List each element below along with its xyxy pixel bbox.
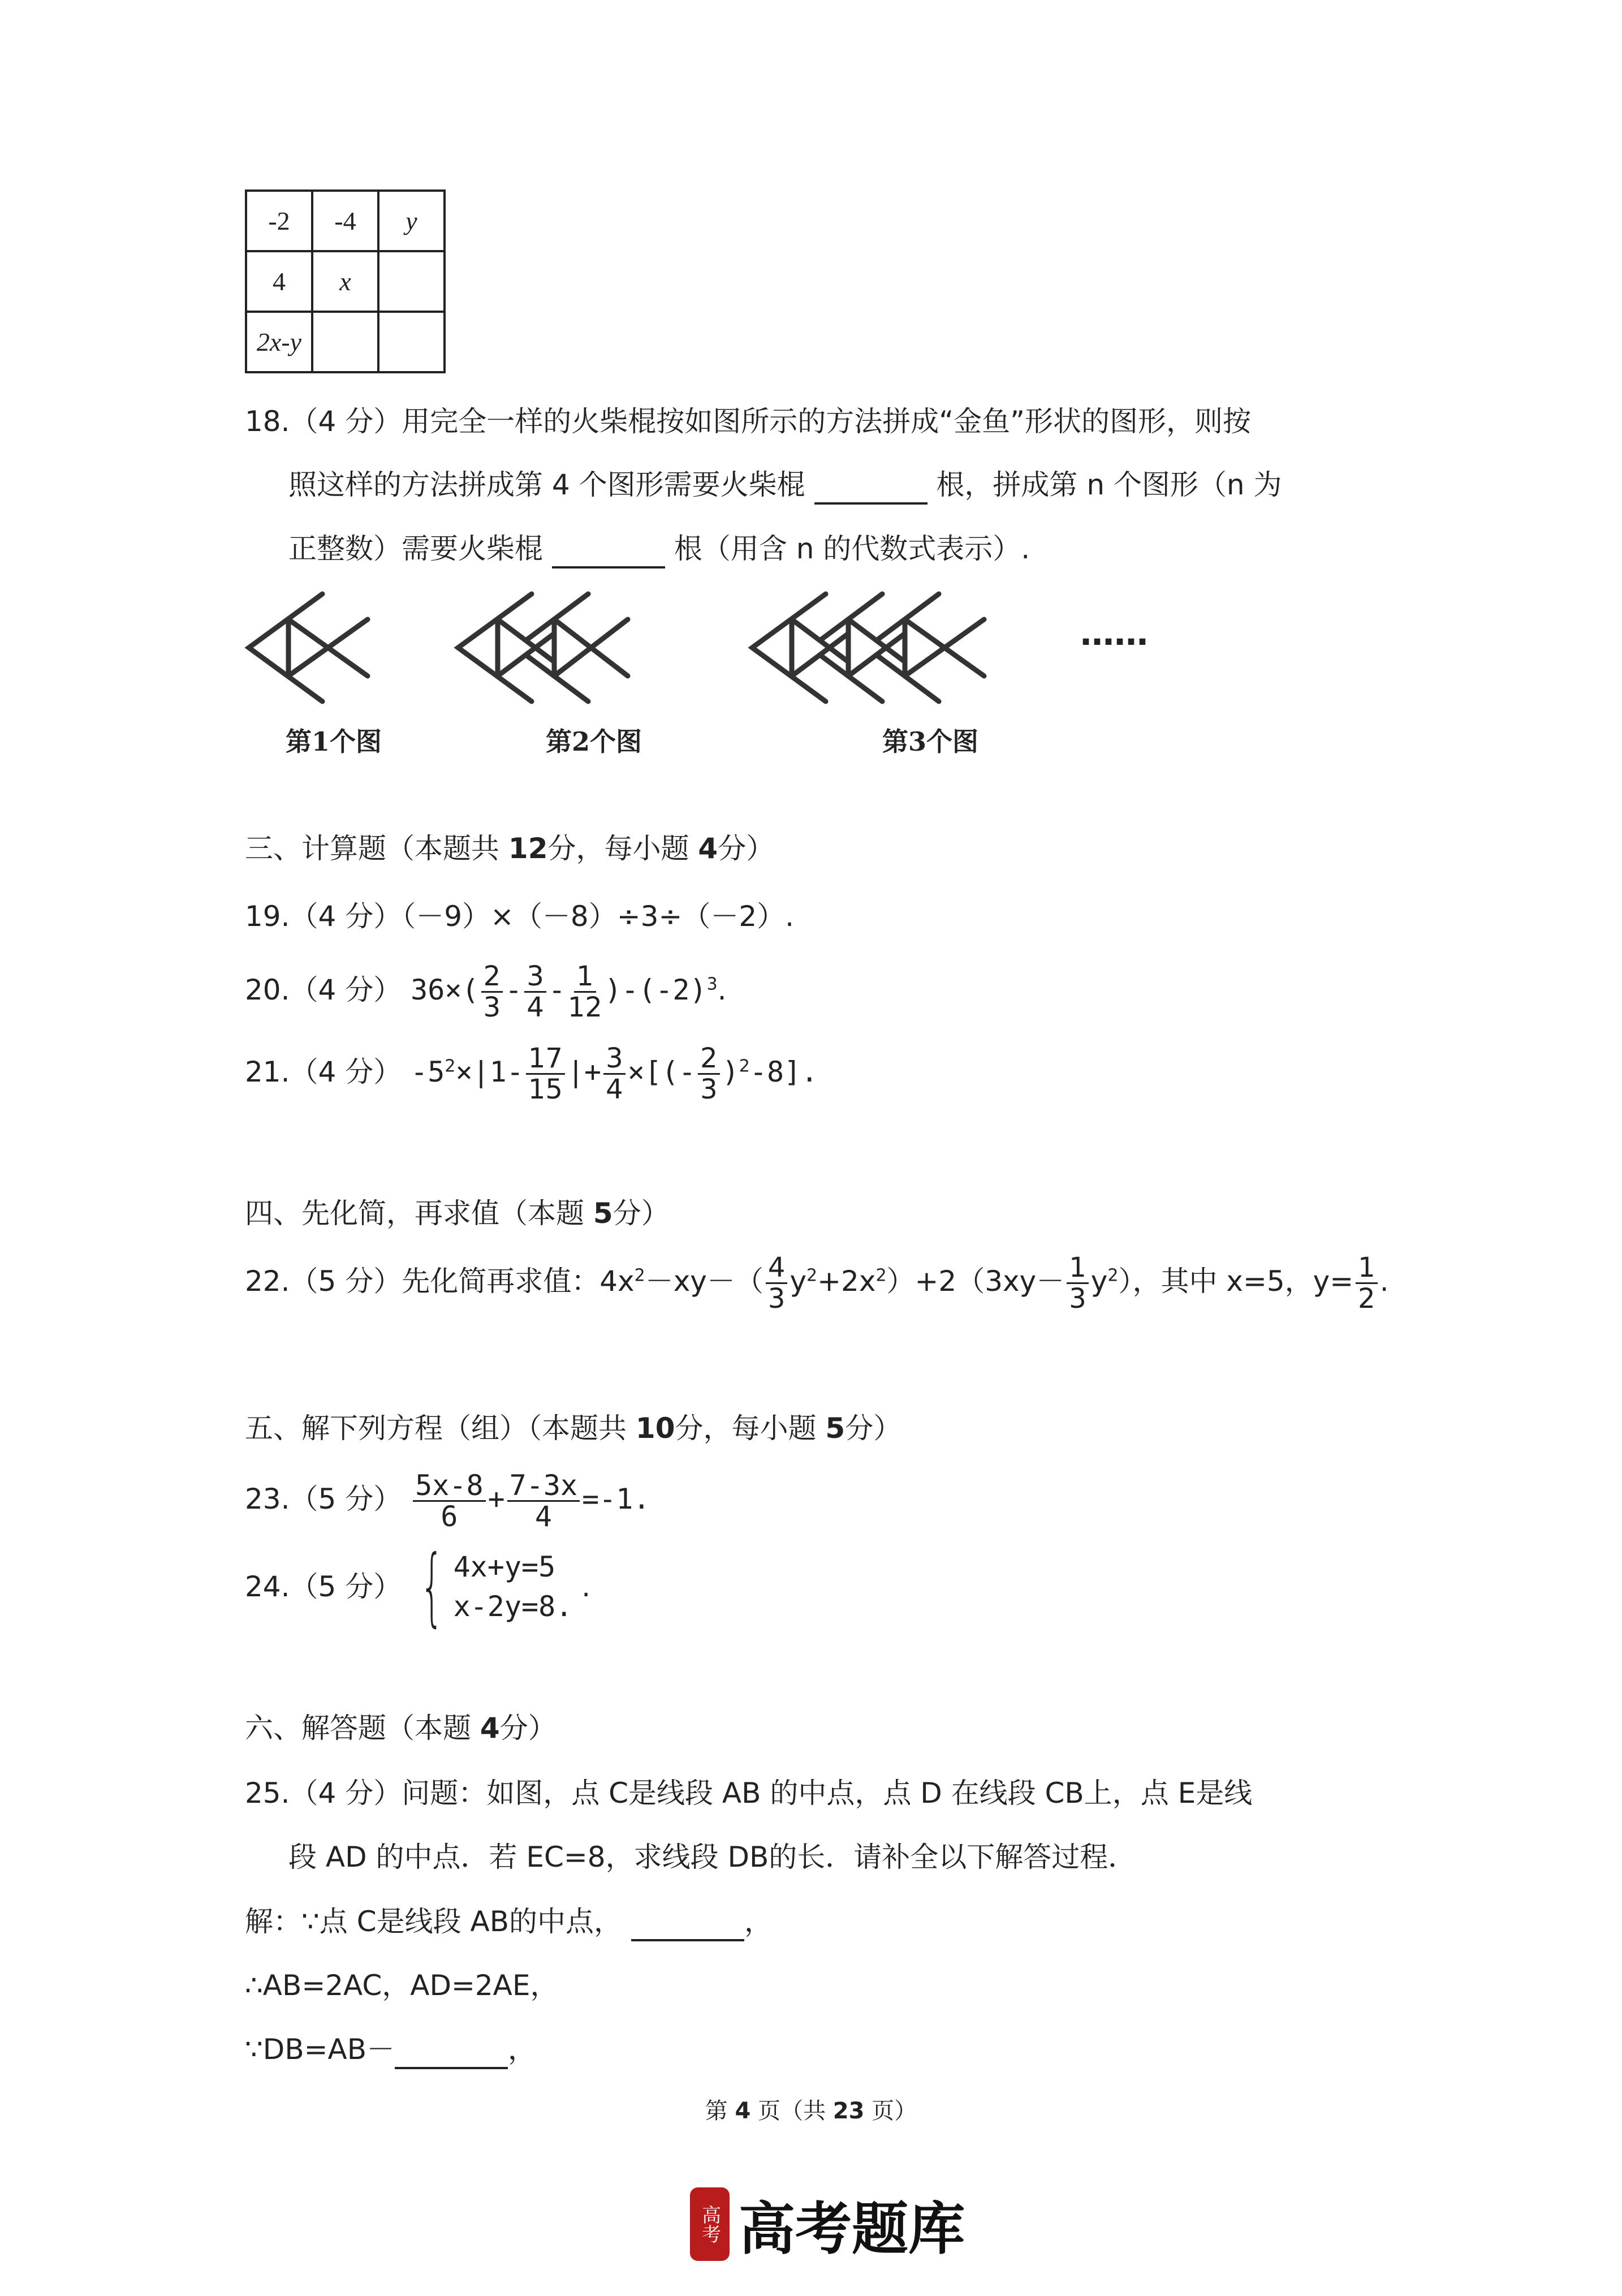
denominator: 3 (767, 1283, 786, 1315)
math-text: =-1. (582, 1483, 650, 1515)
math-text: + (488, 1483, 505, 1515)
answer-blank[interactable] (631, 1910, 744, 1941)
math-text: ×|1- (455, 1056, 524, 1088)
q25-solution-3 (245, 2030, 536, 2069)
question-label: 23.（5 分） (245, 1483, 402, 1515)
solution-text: ， (744, 1905, 773, 1938)
denominator: 2 (1358, 1283, 1375, 1315)
numerator: 1 (1356, 1253, 1378, 1284)
footer-text: 第 (705, 2098, 735, 2124)
denominator: 4 (527, 992, 544, 1023)
answer-blank[interactable] (395, 2037, 508, 2069)
denominator: 4 (534, 1500, 552, 1533)
math-text: －xy－（ (645, 1265, 763, 1298)
goldfish-figures (243, 588, 1148, 713)
heading-text: 三、计算题（本题共 (245, 832, 508, 865)
exponent: 2 (1107, 1265, 1119, 1286)
question-label: 21.（4 分） (245, 1056, 402, 1088)
q23 (245, 1471, 650, 1531)
ellipsis: …… (1080, 614, 1148, 653)
math-text: . (1379, 1265, 1389, 1298)
question-label: 22.（5 分）先化简再求值：4x (245, 1265, 635, 1298)
math-text: |+ (567, 1056, 602, 1088)
answer-blank[interactable] (814, 473, 928, 505)
q18-line1: 18.（4 分）用完全一样的火柴棍按如图所示的方法拼成“金鱼”形状的图形，则按 (245, 405, 1252, 438)
section-6-heading (245, 1708, 557, 1748)
figure-caption-3: 第3个图 (882, 726, 979, 757)
numerator: 3 (603, 1044, 625, 1075)
brace-icon: { (420, 1537, 445, 1636)
equation-system (411, 1537, 573, 1636)
q25-line1: 25.（4 分）问题：如图，点 C是线段 AB 的中点，点 D 在线段 CB上，点 E是线 (245, 1777, 1253, 1810)
numerator: 1 (574, 962, 596, 993)
fraction (698, 1044, 720, 1104)
fraction (603, 1044, 625, 1104)
denominator: 6 (441, 1500, 458, 1533)
heading-score: 10 (635, 1412, 675, 1445)
section-5-heading (245, 1408, 901, 1448)
heading-text: 分） (845, 1412, 902, 1445)
question-label: 20.（4 分） (245, 973, 402, 1006)
grid-cell (312, 312, 378, 372)
heading-text: 六、解答题（本题 (245, 1712, 480, 1744)
fraction (524, 962, 546, 1022)
math-text: 36×( (411, 973, 479, 1006)
exponent: 2 (875, 1265, 887, 1286)
heading-text: 五、解下列方程（组）（本题共 (245, 1412, 636, 1445)
exponent: 2 (739, 1056, 750, 1076)
grid-cell: y (378, 191, 445, 251)
question-label: 24.（5 分） (245, 1570, 402, 1603)
numerator: 2 (698, 1044, 720, 1075)
fraction (507, 1471, 580, 1531)
q25-line2: 段 AD 的中点．若 EC=8，求线段 DB的长．请补全以下解答过程． (288, 1841, 1137, 1873)
fish-figure-3 (752, 594, 984, 701)
math-text: y (1090, 1265, 1108, 1298)
math-text: ）+2（3xy－ (886, 1265, 1065, 1298)
numerator: 5x-8 (413, 1471, 485, 1502)
footer-text: 页） (864, 2098, 917, 2124)
fraction (526, 1044, 565, 1104)
math-text: -5 (411, 1056, 445, 1088)
exponent: 3 (706, 974, 718, 994)
q25-solution-2: ∴AB=2AC，AD=2AE， (245, 1969, 559, 2002)
section-3-heading (245, 829, 774, 868)
fraction (481, 962, 503, 1022)
grid-cell (378, 251, 445, 312)
math-text: ×[(- (627, 1056, 696, 1088)
heading-score: 5 (825, 1412, 845, 1445)
math-text: . (717, 973, 727, 1006)
exponent: 2 (806, 1265, 818, 1286)
heading-score: 4 (698, 832, 718, 865)
math-text: ) (722, 1056, 739, 1088)
heading-text: 分，每小题 (547, 832, 698, 865)
figure-caption-1: 第1个图 (286, 726, 382, 757)
figure-caption-2: 第2个图 (546, 726, 642, 757)
math-text: )-(-2) (604, 973, 707, 1006)
grid-cell: -4 (312, 191, 378, 251)
numerator: 3 (524, 962, 546, 993)
q18-line3 (288, 529, 1030, 568)
gaokao-logo (690, 2183, 965, 2265)
denominator: 12 (567, 992, 602, 1023)
heading-text: 四、先化简，再求值（本题 (245, 1197, 593, 1230)
q20: 20.（4 分） 36×( $\frac{2}{3}$ - $\frac{3}{4}$ - $\frac{1}{12}$ )$-(-2)^3$. (245, 960, 727, 1023)
denominator: 15 (528, 1074, 563, 1105)
heading-score: 5 (593, 1197, 613, 1230)
numerator: 7-3x (507, 1471, 580, 1502)
page-footer (0, 2093, 1622, 2125)
numerator: 1 (1067, 1253, 1089, 1284)
denominator: 4 (606, 1074, 623, 1105)
numerator: 17 (526, 1044, 565, 1075)
q25-solution-1 (245, 1902, 773, 1941)
equation-2: x-2y=8. (453, 1590, 573, 1623)
grid-cell: 2x-y (246, 312, 312, 372)
solution-text: ， (508, 2033, 537, 2066)
q21 (245, 1044, 818, 1104)
fraction (1356, 1253, 1378, 1313)
answer-blank[interactable] (552, 537, 665, 568)
q19: 19.（4 分）（－9）×（－8）÷3÷（－2）. (245, 900, 795, 933)
exponent: 2 (634, 1265, 645, 1286)
q18-line3-text: 正整数）需要火柴棍 (288, 532, 543, 565)
heading-score: 4 (480, 1712, 500, 1744)
logo-text: 高考题库 (739, 2195, 965, 2262)
solution-text: ∵DB=AB－ (245, 2033, 395, 2066)
grid-cell (378, 312, 445, 372)
seal-icon: 高考 (690, 2187, 730, 2261)
numerator: 4 (766, 1253, 788, 1284)
solution-text: 解：∵点 C是线段 AB的中点， (245, 1905, 623, 1938)
math-text: . (581, 1570, 591, 1603)
equation-1: 4x+y=5 (453, 1550, 556, 1583)
grid-cell: x (312, 251, 378, 312)
q18-line2-text: 照这样的方法拼成第 4 个图形需要火柴棍 (288, 468, 805, 501)
grid-cell: 4 (246, 251, 312, 312)
denominator: 3 (1069, 1283, 1086, 1315)
heading-text: 分，每小题 (675, 1412, 826, 1445)
section-4-heading (245, 1194, 670, 1233)
fraction (413, 1471, 485, 1531)
math-text: y (790, 1265, 807, 1298)
value-grid (245, 189, 446, 373)
footer-text: 页（共 (750, 2098, 833, 2124)
q22 (245, 1253, 1389, 1313)
q18-line2-text: 根，拼成第 n 个图形（n 为 (936, 468, 1282, 501)
math-text: -8]. (749, 1056, 818, 1088)
page-total: 23 (832, 2098, 865, 2124)
math-text: ），其中 x=5，y= (1118, 1265, 1354, 1298)
fraction (1067, 1253, 1089, 1313)
q18-line3-text: 根（用含 n 的代数式表示）. (674, 532, 1030, 565)
grid-cell: -2 (246, 191, 312, 251)
fish-figure-2 (458, 594, 628, 701)
math-text: +2x (817, 1265, 876, 1298)
fish-figure-1 (249, 594, 368, 701)
denominator: 3 (700, 1074, 718, 1105)
fraction (568, 962, 602, 1022)
q24 (245, 1537, 591, 1636)
heading-score: 12 (508, 832, 548, 865)
exponent: 2 (445, 1056, 456, 1076)
fraction (766, 1253, 788, 1313)
numerator: 2 (481, 962, 503, 993)
denominator: 3 (483, 992, 501, 1023)
page-number: 4 (735, 2098, 751, 2124)
q18-line2 (288, 465, 1282, 505)
heading-text: 分） (612, 1197, 670, 1230)
heading-text: 分） (499, 1712, 557, 1744)
heading-text: 分） (718, 832, 775, 865)
